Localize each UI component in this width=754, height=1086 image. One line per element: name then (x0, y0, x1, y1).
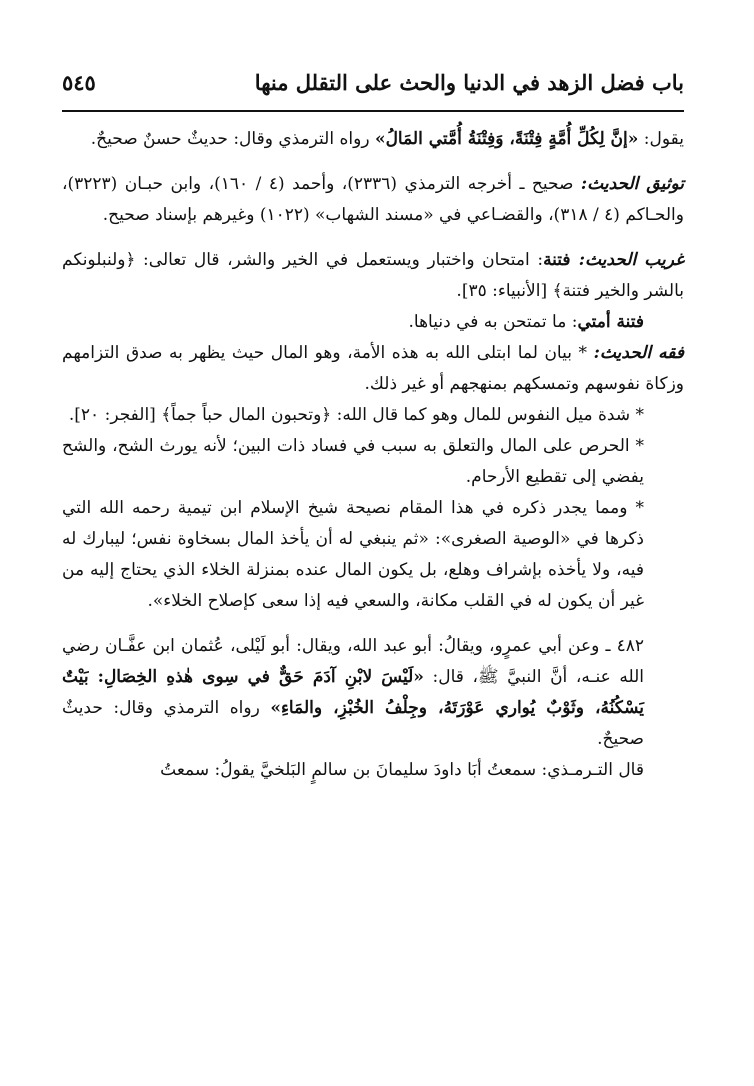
verification-paragraph (62, 169, 684, 231)
hadith-quote-2: «لَيْسَ لابْنِ آدَمَ حَقٌّ في سِوى هٰذهِ الخِصَالِ: بَيْتٌ يَسْكُنُهُ، وثَوْبٌ يُواري عَوْرَتَهُ، وجِلْفُ الخُبْزِ، والمَاءِ» (62, 667, 644, 718)
fiqh-point-3: * الحرص على المال والتعلق به سبب في فساد ذات البين؛ لأنه يورث الشح، والشح يفضي إلى تقطيع الأرحام. (62, 436, 644, 487)
intro-text: يقول: (638, 129, 684, 149)
fiqh-text: * بيان لما ابتلى الله به هذه الأمة، وهو المال حيث يظهر به صدق التزامهم وزكاة نفوسهم وتمسكهم بمنهجهم أو غير ذلك. (62, 343, 684, 394)
page-number: ٥٤٥ (62, 70, 96, 95)
fiqh-point-4: * ومما يجدر ذكره في هذا المقام نصيحة شيخ الإسلام ابن تيمية رحمه الله التي ذكرها في «الوصية الصغرى»: «ثم ينبغي له أن يأخذ المال بسخاوة نفس؛ ليبارك له فيه، ولا يأخذه بإشراف وهلع، بل يكون المال عنده بمنزلة الخلاء الذي يحتاج إليه من غير أن يكون له في القلب مكانة، والسعي فيه إذا سعى كإصلاح الخلاء». (62, 498, 644, 611)
vocabulary-text-2: : ما تمتحن به في دنياها. (408, 312, 578, 332)
narration-intro: ٤٨٢ ـ وعن أبي عمرٍو، ويقالُ: أبو عبد الله، ويقال: أبو لَيْلى، عُثمان ابن عفَّـان رضي الله عنـه، أنَّ النبيَّ ﷺ، قال: (62, 636, 645, 687)
chapter-title: باب فضل الزهد في الدنيا والحث على التقلل منها (254, 70, 684, 95)
hadith-481-text (62, 124, 684, 155)
vocabulary-term-2: فتنة أمتي (577, 312, 644, 332)
page-body (62, 124, 684, 786)
vocabulary-paragraph (62, 245, 684, 307)
fiqh-paragraph (62, 338, 684, 400)
header-rule (62, 110, 684, 112)
tirmidhi-note: قال التـرمـذي: سمعتُ أبَا داودَ سليمانَ بن سالمٍ البَلخيَّ يقولُ: سمعتُ (160, 760, 644, 780)
verification-text: صحيح ـ أخرجه الترمذي (٢٣٣٦)، وأحمد (٤ / ١٦٠)، وابن حبـان (٣٢٢٣)، والحـاكم (٤ / ٣١٨)، والقضـاعي في «مسند الشهاب» (١٠٢٢) وغيرهم بإسناد صحيح. (62, 174, 684, 225)
vocabulary-paragraph-2 (62, 307, 684, 338)
grading-text-2: رواه الترمذي وقال: حديثٌ صحيحٌ. (62, 698, 644, 749)
hadith-482-text (62, 631, 684, 755)
fiqh-label: فقه الحديث: (593, 343, 684, 363)
fiqh-point-2: * شدة ميل النفوس للمال وهو كما قال الله: ﴿وتحبون المال حباً جماً﴾ [الفجر: ٢٠]. (68, 405, 644, 425)
hadith-quote: «إنَّ لِكُلِّ أُمَّةٍ فِتْنَةً، وَفِتْنَةُ أُمَّتي المَالُ» (374, 129, 639, 149)
vocabulary-term: فتنة (543, 250, 579, 270)
verification-label: توثيق الحديث: (580, 174, 684, 194)
running-header (62, 68, 684, 98)
vocabulary-label: غريب الحديث: (578, 250, 684, 270)
grading-text: رواه الترمذي وقال: حديثٌ حسنٌ صحيحٌ. (90, 129, 375, 149)
vocabulary-text: : امتحان واختبار ويستعمل في الخير والشر، قال تعالى: ﴿ولنبلونكم بالشر والخير فتنة﴾ [الأنبياء: ٣٥]. (62, 250, 684, 301)
